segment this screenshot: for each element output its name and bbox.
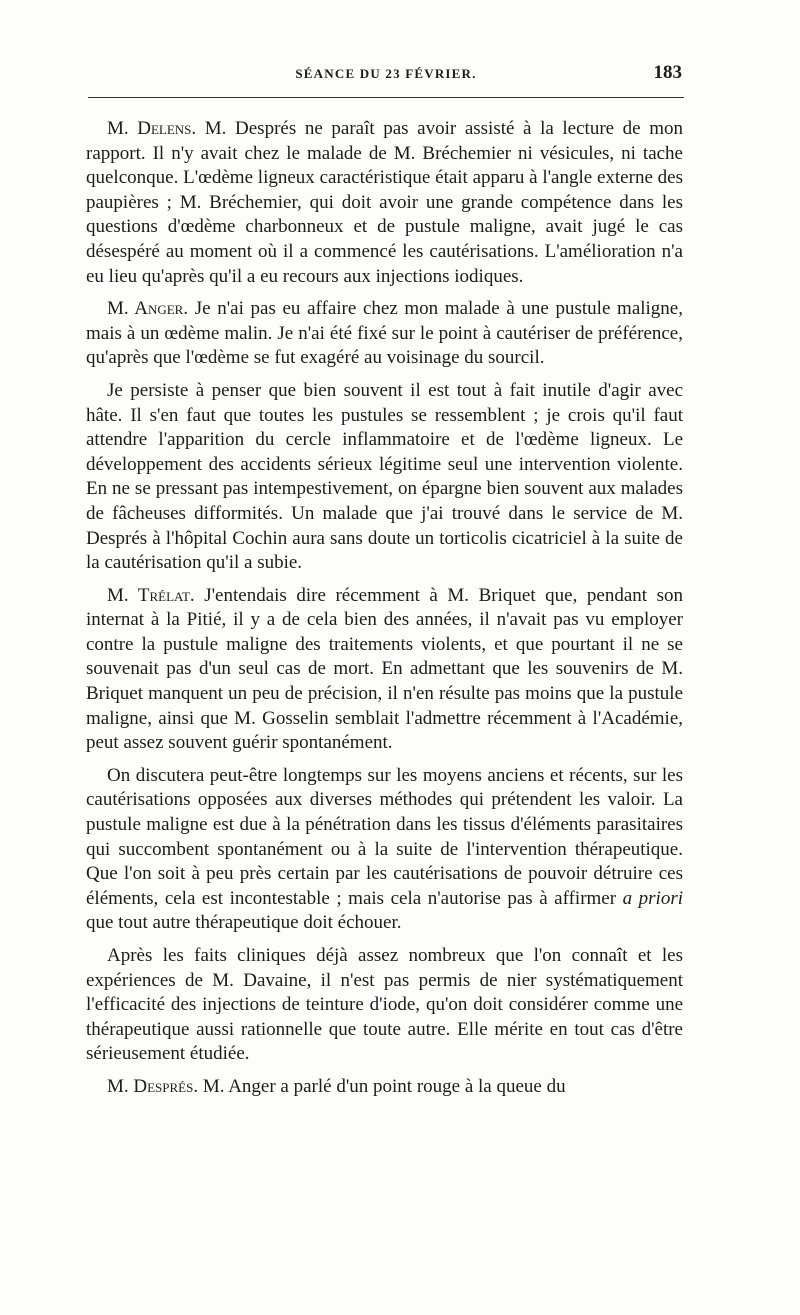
paragraph-text: Je persiste à penser que bien souvent il est tout à fait inutile d'agir avec hâte. Il s'en faut que toutes les pustules se ressemblent ; je crois qu'il faut attendre l'apparition du cercle inflammatoire et de l'œdème ligneux. Le développement des accidents sérieux légitime seul une intervention violente. En ne se pressant pas intempestivement, on épargne bien souvent aux malades de fâcheuses difformités. Un malade que j'ai trouvé dans le service de M. Després à l'hôpital Cochin aura sans doute un torticolis cicatriciel à la suite de la cautérisation qu'il a subie.	[86, 379, 683, 574]
header-rule	[88, 97, 684, 98]
paragraph-delens	[86, 117, 683, 289]
paragraph-text: M. Anger a parlé d'un point rouge à la queue du	[198, 1075, 566, 1097]
speaker-name: M. Després.	[107, 1075, 199, 1097]
paragraph-text: Je n'ai pas eu affaire chez mon malade à une pustule maligne, mais à un œdème malin. Je n'ai été fixé sur le point à cautériser de préférence, qu'après que l'œdème se fut exagéré au voisinage du sourcil.	[86, 298, 683, 369]
paragraph-trelat	[86, 584, 683, 756]
paragraph-anger-continued	[86, 379, 683, 576]
paragraph-anger	[86, 297, 683, 371]
paragraph-text: On discutera peut-être longtemps sur les moyens anciens et récents, sur les cautérisations opposées aux diverses méthodes qui prétendent les valoir. La pustule maligne est due à la pénétration dans les tissus d'éléments parasitaires qui succombent spontanément ou à la suite de l'intervention thérapeutique. Que l'on soit à peu près certain par les cautérisations de pouvoir détruire ces éléments, cela est incontestable ; mais cela n'autorise pas à affirmer	[86, 764, 683, 909]
body-text	[86, 117, 683, 1100]
paragraph-text: M. Després ne paraît pas avoir assisté à la lecture de mon rapport. Il n'y avait chez le malade de M. Bréchemier ni vésicules, ni tache quelconque. L'œdème ligneux caractéristique était apparu à l'angle externe des paupières ; M. Bréchemier, qui doit avoir une grande compétence dans les questions d'œdème charbonneux et de pustule maligne, avait jugé le cas désespéré au moment où il a commencé les cautérisations. L'amélioration n'a eu lieu qu'après qu'il a eu recours aux injections iodiques.	[86, 118, 683, 287]
page-number: 183	[653, 62, 682, 83]
italic-phrase: a priori	[622, 887, 683, 909]
paragraph-trelat-conclusion	[86, 944, 683, 1067]
speaker-name: M. Trélat.	[107, 584, 195, 606]
paragraph-text-after: que tout autre thérapeutique doit échouer.	[86, 912, 402, 934]
running-title: SÉANCE DU 23 FÉVRIER.	[295, 66, 477, 81]
page-header	[88, 62, 684, 90]
paragraph-trelat-continued	[86, 764, 683, 936]
paragraph-text: J'entendais dire récemment à M. Briquet que, pendant son internat à la Pitié, il y a de cela bien des années, il n'avait pas vu employer contre la pustule maligne des traitements violents, et que pourtant il ne se souvenait pas d'un seul cas de mort. En admettant que les souvenirs de M. Briquet manquent un peu de précision, il n'en résulte pas moins que la pustule maligne, ainsi que M. Gosselin semblait l'admettre récemment à l'Académie, peut assez souvent guérir spontanément.	[86, 584, 683, 754]
speaker-name: M. Delens.	[107, 118, 197, 139]
speaker-name: M. Anger.	[107, 298, 189, 320]
paragraph-despres	[86, 1075, 683, 1100]
paragraph-text: Après les faits cliniques déjà assez nombreux que l'on connaît et les expériences de M. Davaine, il n'est pas permis de nier systématiquement l'efficacité des injections de teinture d'iode, qu'on doit considérer comme une thérapeutique aussi rationnelle que toute autre. Elle mérite en tout cas d'être sérieusement étudiée.	[86, 945, 683, 1065]
